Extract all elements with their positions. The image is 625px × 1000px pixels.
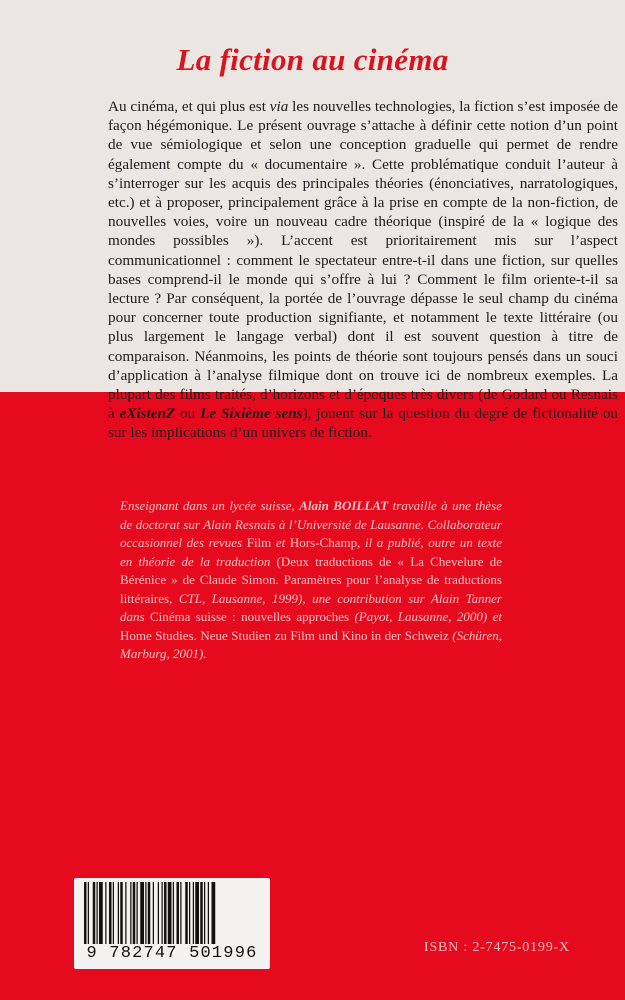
barcode-bar xyxy=(133,882,136,944)
barcode-bar xyxy=(97,882,98,944)
barcode-bar xyxy=(137,882,138,944)
bio-text: (Schüren, Marburg, 2001). xyxy=(120,627,502,661)
publication-title: Home Studies. Neue Studien zu Film und Kino in der Schweiz xyxy=(120,627,449,643)
barcode-bars xyxy=(84,882,260,944)
barcode-bar xyxy=(84,882,87,944)
book-summary xyxy=(108,97,618,443)
barcode-bar xyxy=(145,882,146,944)
publication-title: (Deux traductions de « La Chevelure de Bérénice » de Claude Simon. Paramètres pour l’analyse de traductions littéraires, xyxy=(120,553,502,606)
film-title-existenz: eXistenZ xyxy=(119,405,176,423)
bio-text: travaille à une thèse de doctorat sur Alain Resnais à l’Université de Lausanne. Collaborateur occasionnel des revues xyxy=(120,498,502,550)
film-title-sixieme-sens: Le Sixième sens xyxy=(200,405,303,423)
barcode-bar xyxy=(193,882,194,944)
author-name: Alain BOILLAT xyxy=(299,498,389,513)
barcode-bar xyxy=(177,882,180,944)
journal-title: Hors-Champ xyxy=(289,535,358,550)
barcode-bar xyxy=(105,882,106,944)
barcode-bar xyxy=(185,882,188,944)
barcode-bar xyxy=(168,882,172,944)
barcode-bar xyxy=(93,882,96,944)
barcode xyxy=(74,878,270,969)
barcode-bar xyxy=(180,882,181,944)
barcode-bar xyxy=(173,882,174,944)
book-title: La fiction au cinéma xyxy=(176,42,449,77)
bio-text: et xyxy=(271,535,290,550)
barcode-bar xyxy=(195,882,199,944)
barcode-number: 9 782747 501996 xyxy=(86,944,258,963)
isbn: ISBN : 2-7475-0199-X xyxy=(424,940,570,955)
barcode-bar xyxy=(88,882,89,944)
barcode-bar xyxy=(118,882,119,944)
barcode-bar xyxy=(162,882,163,944)
bio-text: CTL, Lausanne, 1999), une contribution sur Alain Tanner dans xyxy=(120,590,502,624)
barcode-bar xyxy=(208,882,209,944)
summary-text: ), jouent sur la question du degré de fictionalité ou sur les implications d’un univers de fiction. xyxy=(108,405,619,442)
barcode-bar xyxy=(109,882,112,944)
barcode-bar xyxy=(99,882,103,944)
barcode-bar xyxy=(164,882,167,944)
barcode-bar xyxy=(113,882,114,944)
barcode-bar xyxy=(125,882,126,944)
bio-text: (Payot, Lausanne, 2000) et xyxy=(349,609,502,624)
barcode-bar xyxy=(120,882,123,944)
barcode-bar xyxy=(130,882,131,944)
summary-text: Au cinéma, et qui plus est xyxy=(108,98,270,115)
barcode-bar xyxy=(189,882,190,944)
author-bio xyxy=(120,497,502,664)
bio-text: Enseignant dans un lycée suisse, xyxy=(120,498,300,513)
barcode-bar xyxy=(148,882,151,944)
publication-title: Cinéma suisse : nouvelles approches xyxy=(149,609,350,624)
barcode-bar xyxy=(212,882,216,944)
summary-text: ou xyxy=(175,405,201,423)
barcode-bar xyxy=(153,882,154,944)
summary-text: les nouvelles technologies, la fiction s’est imposée de façon hégémonique. Le présent ouvrage s’attache à définir cette notion d’un point de vue sémiologique et selon une conception graduelle qui permet de rendre également compte du « documentaire ». Cette problématique conduit l’auteur à s’interroger sur les acquis des principales théories (énonciatives, narratologiques, etc.) et à proposer, principalement grâce à la prise en compte de la non-fiction, de nouvelles voies, voire un nouveau cadre théorique (inspiré de la « logique des mondes possibles »). L’accent est prioritairement mis sur l’aspect communicationnel : comment le spectateur entre-t-il dans une fiction, sur quelles bases comprend-il le monde qui s’offre à lui ? Comment le film oriente-t-il sa lecture ? Par conséquent, la portée de l’ouvrage dépasse le seul champ du cinéma pour concerner toute production signifiante, et notamment le texte littéraire (ou plus largement le langage verbal) dont il est souvent question à titre de comparaison. Néanmoins, les points de théorie sont toujours pensés dans un souci d’application à l’analyse filmique dont on trouve ici de nombreux exemples. La plupart des films traités, d’horizons et d’époques très divers (de Godard ou Resnais à xyxy=(108,98,619,423)
journal-title: Film xyxy=(246,535,272,550)
bio-text: , il a publié, outre un texte en théorie de la traduction xyxy=(120,535,502,569)
barcode-bar xyxy=(204,882,205,944)
barcode-bar xyxy=(200,882,203,944)
barcode-bar xyxy=(140,882,144,944)
summary-text-italic: via xyxy=(269,98,289,115)
barcode-bar xyxy=(158,882,159,944)
